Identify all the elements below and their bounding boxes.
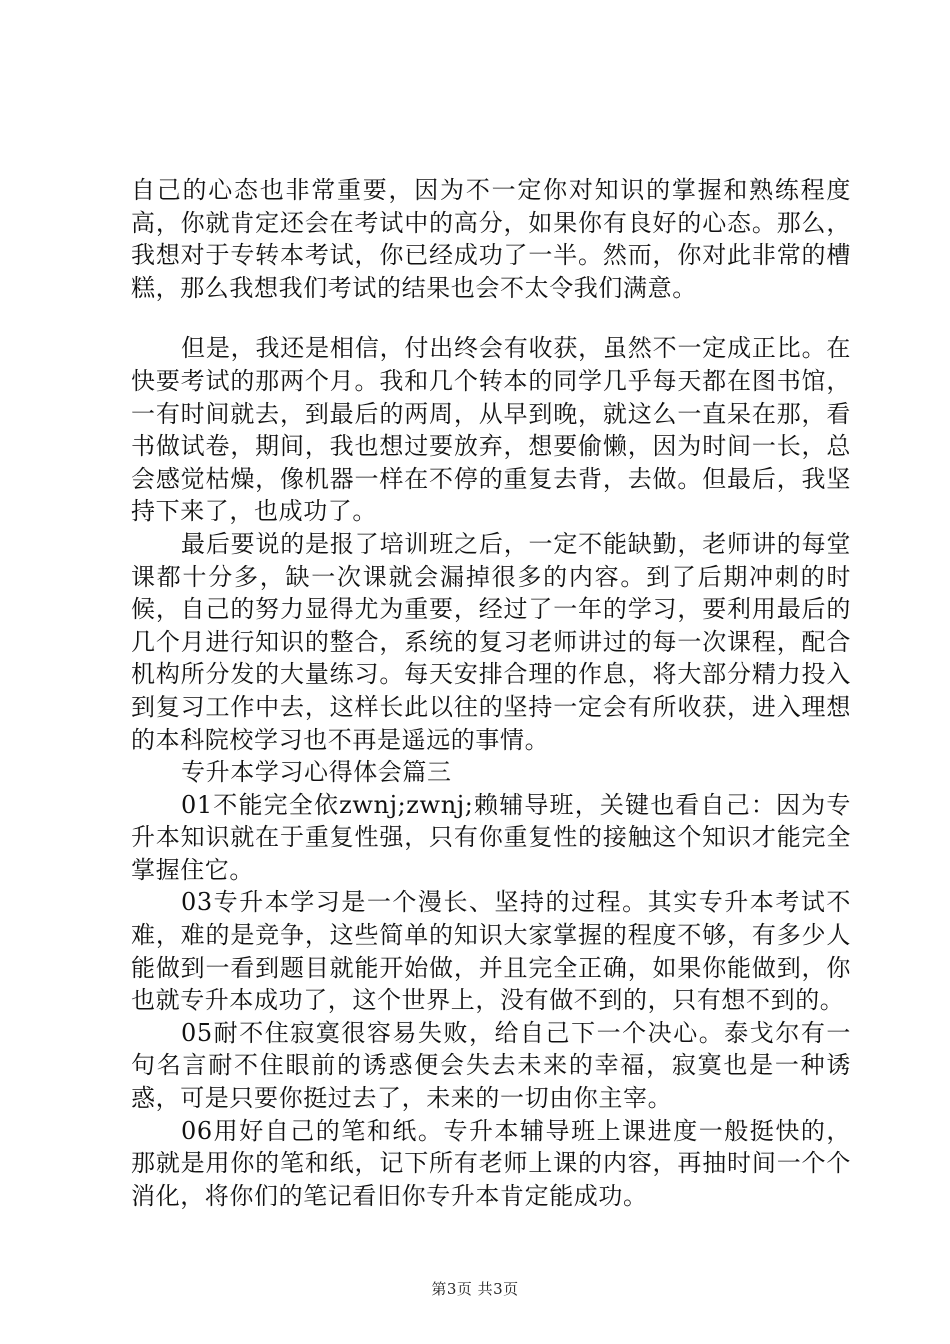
page-number-footer: 第3页 共3页 bbox=[431, 1280, 519, 1298]
paragraph-tip-03: 03专升本学习是一个漫长、坚持的过程。其实专升本考试不难，难的是竞争，这些简单的知识大家掌握的程度不够，有多少人能做到一看到题目就能开始做，并且完全正确，如果你能做到，你也就专升本成功了，这个世界上，没有做不到的，只有想不到的。 bbox=[131, 888, 851, 1015]
paragraph-tip-01: 01不能完全依zwnj;zwnj;赖辅导班，关键也看自己：因为专升本知识就在于重复性强，只有你重复性的接触这个知识才能完全掌握住它。 bbox=[131, 790, 851, 884]
section-heading: 专升本学习心得体会篇三 bbox=[181, 758, 452, 787]
paragraph-tip-05: 05耐不住寂寞很容易失败，给自己下一个决心。泰戈尔有一句名言耐不住眼前的诱惑便会失去未来的幸福，寂寞也是一种诱惑，可是只要你挺过去了，未来的一切由你主宰。 bbox=[131, 1018, 851, 1113]
paragraph-training-class: 最后要说的是报了培训班之后，一定不能缺勤，老师讲的每堂课都十分多，缺一次课就会漏掉很多的内容。到了后期冲刺的时候，自己的努力显得尤为重要，经过了一年的学习，要利用最后的几个月进行知识的整合，系统的复习老师讲过的每一次课程，配合机构所分发的大量练习。每天安排合理的作息，将大部分精力投入到复习工作中去，这样长此以往的坚持一定会有所收获，进入理想的本科院校学习也不再是遥远的事情。 bbox=[131, 529, 851, 754]
paragraph-persistence: 但是，我还是相信，付出终会有收获，虽然不一定成正比。在快要考试的那两个月。我和几个转本的同学几乎每天都在图书馆，一有时间就去，到最后的两周，从早到晚，就这么一直呆在那，看书做试卷，期间，我也想过要放弃，想要偷懒，因为时间一长，总会感觉枯燥，像机器一样在不停的重复去背，去做。但最后，我坚持下来了，也成功了。 bbox=[131, 334, 851, 526]
paragraph-mindset: 自己的心态也非常重要，因为不一定你对知识的掌握和熟练程度高，你就肯定还会在考试中的高分，如果你有良好的心态。那么，我想对于专转本考试，你已经成功了一半。然而，你对此非常的槽糕，那么我想我们考试的结果也会不太令我们满意。 bbox=[131, 176, 851, 302]
paragraph-tip-06: 06用好自己的笔和纸。专升本辅导班上课进度一般挺快的，那就是用你的笔和纸，记下所有老师上课的内容，再抽时间一个个消化，将你们的笔记看旧你专升本肯定能成功。 bbox=[131, 1116, 851, 1210]
document-body bbox=[131, 174, 851, 1212]
